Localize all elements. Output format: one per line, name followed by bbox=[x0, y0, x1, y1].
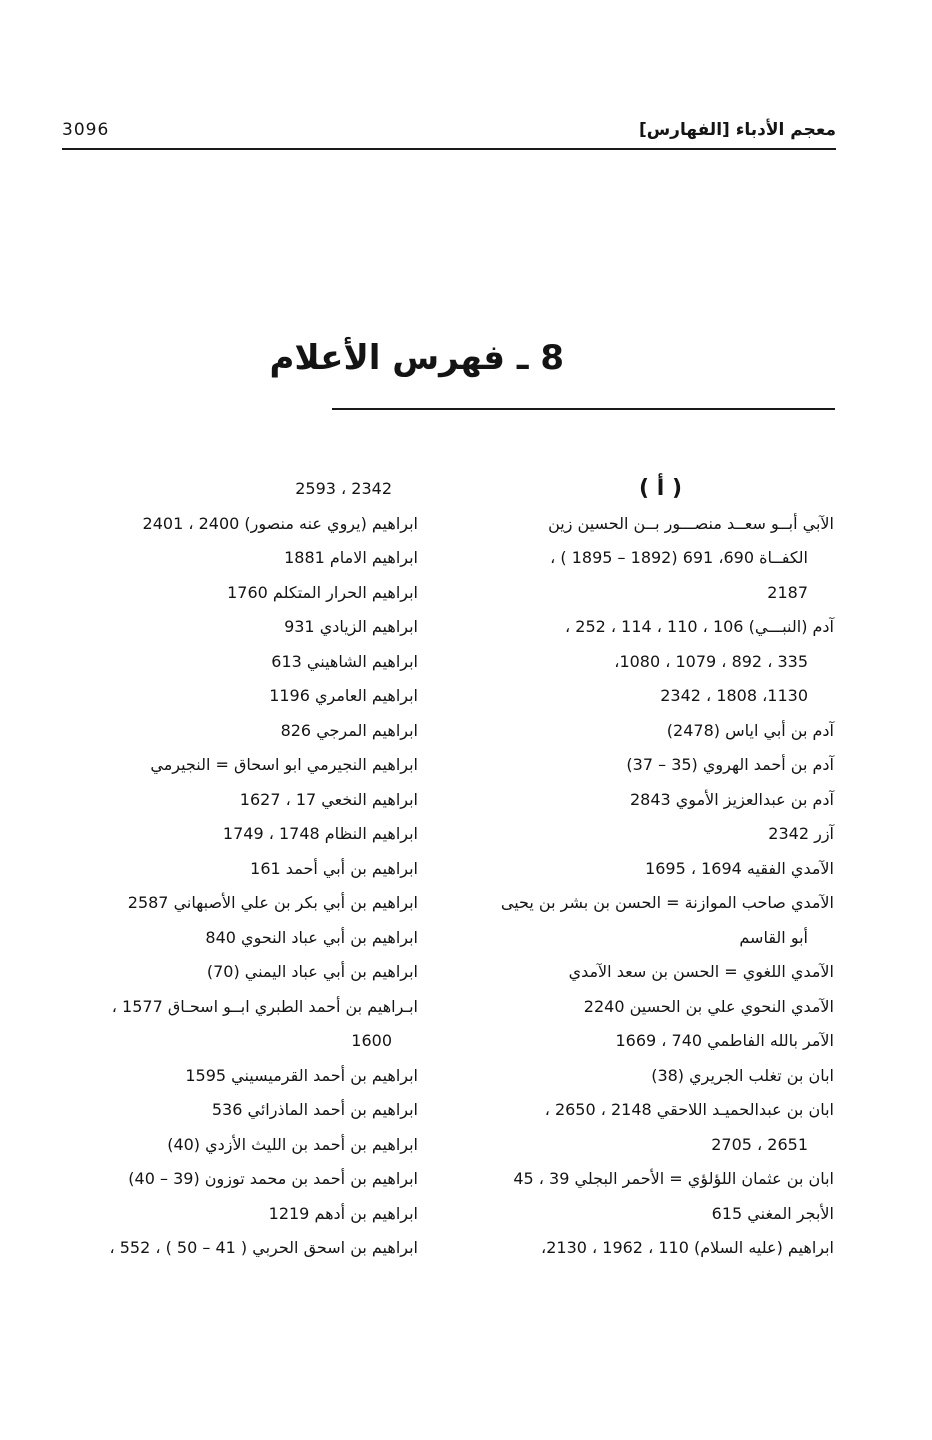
index-entry: ابراهيم النظام 1748 ، 1749 bbox=[222, 824, 418, 843]
index-entry: ابراهيم النخعي 17 ، 1627 bbox=[239, 789, 418, 809]
index-entry: ابراهيم بن أبي عباد النحوي 840 bbox=[205, 927, 418, 947]
index-entry: الآمدي اللغوي = الحسن بن سعد الآمدي bbox=[568, 962, 834, 981]
index-entry-continuation: 1600 bbox=[351, 1031, 392, 1050]
index-entry: الآمدي الفقيه 1694 ، 1695 bbox=[645, 858, 834, 878]
index-entry: آدم بن عبدالعزيز الأموي 2843 bbox=[629, 789, 834, 809]
index-entry: ابـراهيم بن أحمد الطبري ابــو اسحـاق 1577 ، bbox=[111, 996, 418, 1016]
index-entry: ابراهيم بن أحمد بن محمد توزون (39 – 40) bbox=[128, 1169, 418, 1188]
index-entry: ابراهيم بن أحمد القرميسيني 1595 bbox=[185, 1065, 418, 1085]
index-entry: ابراهيم (عليه السلام) 110 ، 1962 ، 2130، bbox=[541, 1238, 834, 1257]
book-title: معجم الأدباء [الفهارس] bbox=[638, 120, 836, 140]
index-entry: ابان بن عثمان اللؤلؤي = الأحمر البجلي 39 ، 45 bbox=[513, 1169, 834, 1188]
index-entry: ابراهيم بن أبي أحمد 161 bbox=[250, 858, 418, 878]
title-rule bbox=[332, 408, 835, 410]
index-entry: ابان بن عبدالحميـد اللاحقي 2148 ، 2650 ، bbox=[544, 1100, 834, 1119]
index-entry: ابراهيم المرجي 826 bbox=[280, 720, 418, 740]
index-entry: آدم (النبـــي) 106 ، 110 ، 114 ، 252 ، bbox=[565, 617, 834, 636]
index-entry-continuation: 2651 ، 2705 bbox=[711, 1134, 808, 1154]
index-entry: الأبجر المغني 615 bbox=[711, 1203, 834, 1223]
index-entry: ابراهيم (يروي عنه منصور) 2400 ، 2401 bbox=[142, 513, 418, 533]
left-column bbox=[46, 472, 418, 1266]
index-entry: ابراهيم بن أحمد بن الليث الأزدي (40) bbox=[167, 1134, 418, 1154]
index-entry: الآمدي النحوي علي بن الحسين 2240 bbox=[583, 996, 834, 1016]
index-entry: ابراهيم بن أبي عباد اليمني (70) bbox=[206, 962, 418, 981]
running-header bbox=[62, 118, 836, 150]
index-entry: ابراهيم بن أدهم 1219 bbox=[268, 1203, 418, 1223]
index-entry: آدم بن أبي اياس (2478) bbox=[666, 720, 834, 740]
index-entry: ابراهيم بن أبي بكر بن علي الأصبهاني 2587 bbox=[127, 893, 418, 912]
index-entry: الآمر بالله الفاطمي 740 ، 1669 bbox=[615, 1031, 834, 1050]
index-entry-continuation: 2342 ، 2593 bbox=[295, 479, 392, 498]
index-entry: الآبي أبــو سعــد منصـــور بــن الحسين زين bbox=[548, 513, 834, 533]
section-title: 8 ـ فهرس الأعلام bbox=[269, 338, 564, 378]
index-entry: ابراهيم بن اسحق الحربي ( 41 – 50 ) ، 552 ، bbox=[109, 1238, 418, 1257]
index-entry: آدم بن أحمد الهروي (35 – 37) bbox=[626, 755, 834, 774]
index-entry: ابراهيم النجيرمي ابو اسحاق = النجيرمي bbox=[150, 755, 418, 774]
index-entry: الآمدي صاحب الموازنة = الحسن بن بشر بن يحيى bbox=[500, 893, 834, 912]
index-entry: ابان بن تغلب الجريري (38) bbox=[651, 1065, 834, 1085]
page-number: 3096 bbox=[62, 120, 110, 140]
index-entry-continuation: الكفــاة 690، 691 (1892 – 1895 ) ، bbox=[550, 548, 808, 567]
index-entry: ابراهيم الامام 1881 bbox=[284, 548, 418, 567]
index-entry: ابراهيم الزيادي 931 bbox=[284, 617, 418, 636]
index-entry: ابراهيم العامري 1196 bbox=[269, 686, 418, 705]
index-entry: ابراهيم الحرار المتكلم 1760 bbox=[227, 582, 418, 602]
letter-heading: ( أ ) bbox=[639, 476, 682, 501]
index-entry: آزر 2342 bbox=[768, 824, 834, 843]
index-entry-continuation: أبو القاسم bbox=[739, 927, 808, 947]
index-entry-continuation: 1130، 1808 ، 2342 bbox=[660, 686, 808, 705]
index-entry-continuation: 335 ، 892 ، 1079 ، 1080، bbox=[614, 651, 808, 671]
index-entry: ابراهيم بن أحمد الماذرائي 536 bbox=[211, 1100, 418, 1119]
index-entry-continuation: 2187 bbox=[767, 582, 808, 602]
index-entry: ابراهيم الشاهيني 613 bbox=[271, 651, 418, 671]
right-column bbox=[462, 472, 834, 1266]
